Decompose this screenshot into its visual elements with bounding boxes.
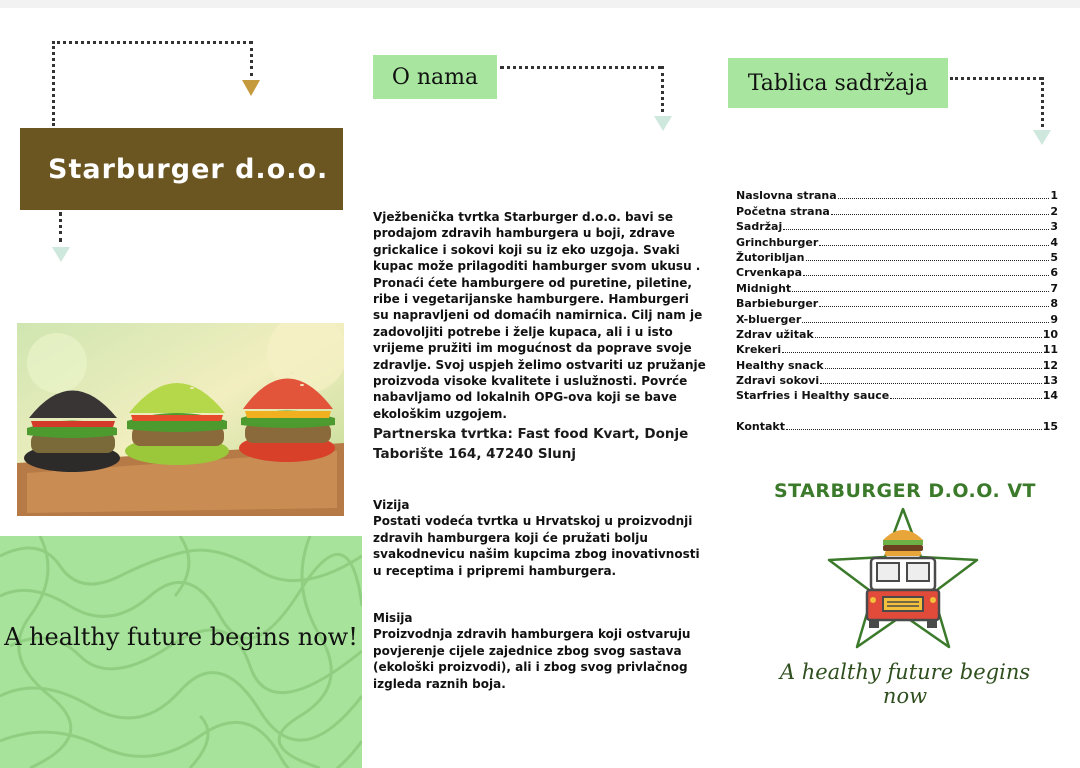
mission-section xyxy=(373,610,708,692)
top-edge xyxy=(0,0,1080,8)
toc-row[interactable] xyxy=(736,310,1058,325)
toc-row[interactable] xyxy=(736,372,1058,387)
toc-row[interactable] xyxy=(736,356,1058,371)
toc-row[interactable] xyxy=(736,187,1058,202)
mission-text: Proizvodnja zdravih hamburgera koji ostvaruju povjerenje cijele zajednice zbog svog sastava (ekološki proizvodi), ali i zbog svog privlačnog izgleda raznih boja. xyxy=(373,627,691,691)
brand-title: Starburger d.o.o. xyxy=(48,153,329,185)
slogan-text: A healthy future begins now! xyxy=(4,623,358,651)
arrow-down-icon xyxy=(1033,130,1051,145)
toc-page: 14 xyxy=(1042,389,1058,403)
toc-label: Crvenkapa xyxy=(736,266,802,280)
connector-dotted-line xyxy=(500,66,662,69)
logo-slogan: A healthy future begins now xyxy=(779,660,1031,708)
toc-page: 11 xyxy=(1042,343,1058,357)
toc-page: 15 xyxy=(1042,419,1058,433)
toc-leader xyxy=(802,322,1049,323)
partner-company: Partnerska tvrtka: Fast food Kvart, Donje Taborište 164, 47240 Slunj xyxy=(373,426,689,462)
toc-label: Healthy snack xyxy=(736,358,824,372)
toc-leader xyxy=(786,429,1042,430)
connector-dotted-line xyxy=(250,41,253,76)
vision-section xyxy=(373,497,703,579)
toc-row[interactable] xyxy=(736,249,1058,264)
brand-banner xyxy=(20,128,343,210)
table-of-contents xyxy=(736,187,1058,433)
arrow-down-icon xyxy=(52,247,70,262)
burger-photo xyxy=(17,323,344,516)
toc-label: Krekeri xyxy=(736,343,782,357)
arrow-down-icon xyxy=(654,116,672,131)
toc-page: 1 xyxy=(1050,189,1058,203)
toc-label: Zdravi sokovi xyxy=(736,374,820,388)
toc-page: 7 xyxy=(1050,281,1058,295)
toc-page: 5 xyxy=(1050,250,1058,264)
toc-label: Zdrav užitak xyxy=(736,327,814,341)
toc-leader xyxy=(803,275,1049,276)
toc-leader xyxy=(890,398,1042,399)
toc-label: Naslovna strana xyxy=(736,189,837,203)
toc-leader xyxy=(815,337,1042,338)
toc-label: Barbieburger xyxy=(736,297,819,311)
vision-title: Vizija xyxy=(373,498,410,512)
toc-label: Početna strana xyxy=(736,204,830,218)
toc-label: Žutoribljan xyxy=(736,250,805,264)
toc-page: 4 xyxy=(1050,235,1058,249)
toc-row[interactable] xyxy=(736,218,1058,233)
toc-leader xyxy=(838,198,1050,199)
connector-dotted-line xyxy=(1041,77,1044,127)
mission-title: Misija xyxy=(373,611,413,625)
about-heading: O nama xyxy=(373,55,497,99)
toc-leader xyxy=(825,368,1042,369)
toc-label: Kontakt xyxy=(736,419,785,433)
toc-leader xyxy=(819,306,1049,307)
toc-row[interactable] xyxy=(736,279,1058,294)
starburger-logo xyxy=(825,505,981,659)
toc-label: Midnight xyxy=(736,281,792,295)
toc-label: Starfries i Healthy sauce xyxy=(736,389,890,403)
toc-row[interactable] xyxy=(736,202,1058,217)
toc-row[interactable] xyxy=(736,264,1058,279)
toc-leader xyxy=(831,214,1049,215)
toc-label: Sadržaj xyxy=(736,220,783,234)
logo-title: STARBURGER D.O.O. VT xyxy=(773,480,1037,502)
toc-page: 9 xyxy=(1050,312,1058,326)
toc-heading: Tablica sadržaja xyxy=(728,58,948,108)
toc-leader xyxy=(806,260,1050,261)
toc-page: 13 xyxy=(1042,374,1058,388)
connector-dotted-line xyxy=(950,77,1042,80)
toc-page: 3 xyxy=(1050,220,1058,234)
connector-dotted-line xyxy=(52,41,55,126)
connector-dotted-line xyxy=(52,41,252,44)
toc-row-contact[interactable] xyxy=(736,417,1058,432)
toc-leader xyxy=(820,383,1042,384)
toc-leader xyxy=(819,245,1049,246)
toc-row[interactable] xyxy=(736,341,1058,356)
toc-leader xyxy=(782,352,1042,353)
toc-page: 6 xyxy=(1050,266,1058,280)
arrow-down-icon xyxy=(242,80,260,96)
connector-dotted-line xyxy=(59,212,62,242)
toc-row[interactable] xyxy=(736,295,1058,310)
toc-label: Grinchburger xyxy=(736,235,819,249)
toc-page: 12 xyxy=(1042,358,1058,372)
toc-row[interactable] xyxy=(736,387,1058,402)
about-paragraph: Vježbenička tvrtka Starburger d.o.o. bavi se prodajom zdravih hamburgera u boji, zdrave grickalice i sokovi koji su iz eko uzgoja. Svaki kupac može prilagoditi hamburger svom ukusu . Pronaći ćete hamburgere od puretine, piletine, ribe i vegetarijanske hamburgere. Hamburgeri su napravljeni od domaćih namirnica. Cilj nam je zadovoljiti potrebe i želje kupaca, ali i u isto vrijeme pružiti im mogućnost da poprave svoje zdravlje. Svoj uspjeh želimo ostvariti uz pružanje proizvoda visoke kvalitete i uslužnosti. Povrće nabavljamo od lokalnih OPG-ova koji se bave ekološkim uzgojem. xyxy=(373,210,706,421)
toc-page: 8 xyxy=(1050,297,1058,311)
toc-row[interactable] xyxy=(736,326,1058,341)
toc-page: 2 xyxy=(1050,204,1058,218)
vision-text: Postati vodeća tvrtka u Hrvatskoj u proizvodnji zdravih hamburgera koji će pružati bolju svakodnevicu našim kupcima zbog inovativnosti u receptima i pripremi hamburgera. xyxy=(373,514,700,578)
toc-page: 10 xyxy=(1042,327,1058,341)
toc-label: X-bluerger xyxy=(736,312,802,326)
toc-leader xyxy=(783,229,1049,230)
connector-dotted-line xyxy=(661,66,664,112)
toc-leader xyxy=(792,291,1049,292)
toc-row[interactable] xyxy=(736,233,1058,248)
